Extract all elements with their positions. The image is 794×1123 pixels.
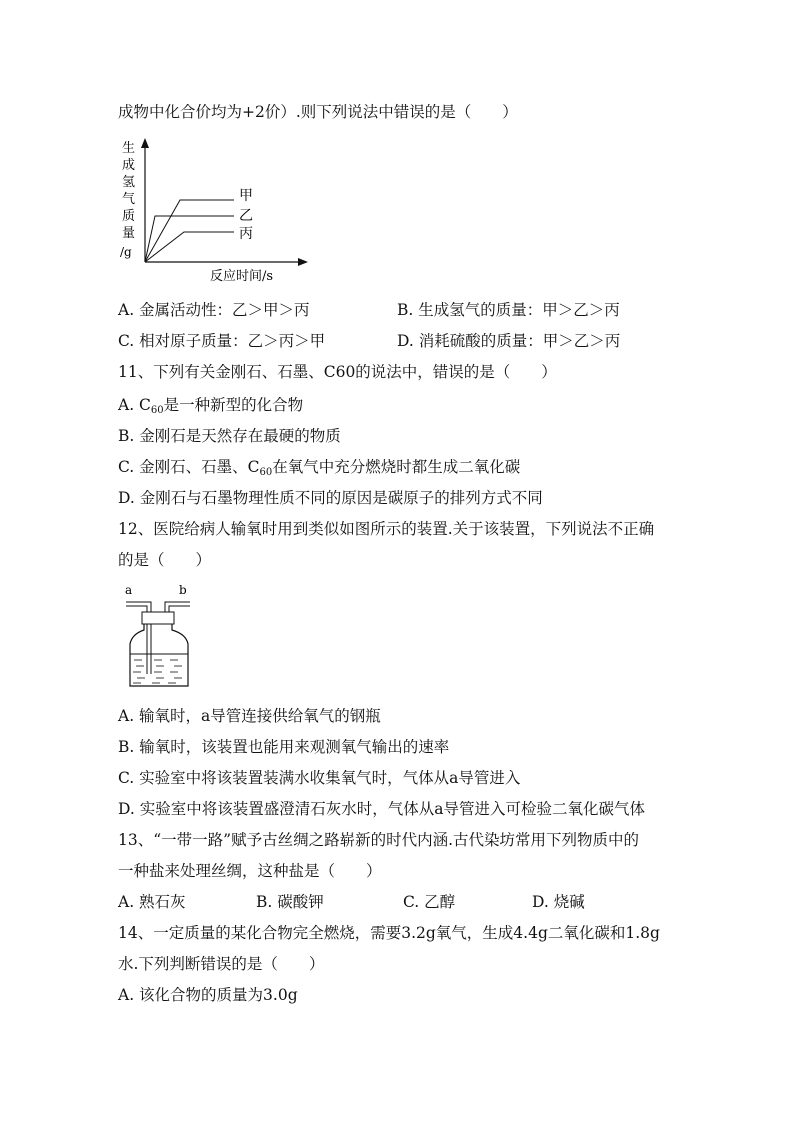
y-label-char: 生	[122, 141, 136, 156]
series-label: 丙	[239, 226, 253, 242]
x-axis-arrow	[298, 258, 308, 266]
q11-c-sub: 60	[259, 467, 273, 478]
q13-stem-line2: 一种盐来处理丝绸，这种盐是（ ）	[118, 862, 382, 880]
y-label-char: 量	[122, 226, 136, 241]
series-label: 乙	[239, 208, 253, 224]
q10-stem-tail: 成物中化合价均为+2价）.则下列说法中错误的是（ ）	[118, 103, 518, 121]
liquid	[133, 660, 182, 683]
q10-option-c: C. 相对原子质量：乙＞丙＞甲	[118, 332, 326, 350]
q11-a-pre: A. C	[118, 396, 151, 414]
q10-hydrogen-graph	[118, 134, 318, 284]
series-line-bing	[145, 232, 234, 262]
q12-option-d: D. 实验室中将该装置盛澄清石灰水时，气体从a导管进入可检验二氧化碳气体	[118, 800, 645, 818]
q11-stem: 11、下列有关金刚石、石墨、C60的说法中，错误的是（ ）	[118, 363, 557, 381]
q10-option-a: A. 金属活动性：乙＞甲＞丙	[118, 301, 310, 319]
q13-option-d: D. 烧碱	[532, 893, 585, 911]
q14-stem-line2: 水.下列判断错误的是（ ）	[118, 955, 325, 973]
q14-option-a: A. 该化合物的质量为3.0g	[118, 986, 298, 1004]
y-label-char: 氢	[122, 175, 136, 190]
q11-c-pre: C. 金刚石、石墨、C	[118, 458, 260, 476]
y-label-char: 成	[122, 158, 136, 173]
q13-option-a: A. 熟石灰	[118, 893, 186, 911]
q11-option-b: B. 金刚石是天然存在最硬的物质	[118, 427, 341, 445]
y-label-char: /g	[120, 245, 132, 259]
series-label: 甲	[239, 188, 253, 204]
y-label-char: 气	[122, 192, 136, 207]
q11-option-a	[118, 395, 303, 421]
q11-c-post: 在氧气中充分燃烧时都生成二氧化碳	[272, 458, 521, 476]
bottle	[130, 624, 188, 686]
q12-stem-line1: 12、医院给病人输氧时用到类似如图所示的装置.关于该装置，下列说法不正确	[118, 520, 655, 538]
q11-option-c	[118, 457, 520, 483]
q12-gas-washing-bottle	[122, 582, 202, 690]
q13-stem-line1: 13、“一带一路”赋予古丝绸之路崭新的时代内涵.古代染坊常用下列物质中的	[118, 831, 640, 849]
series-line-jia	[145, 200, 234, 262]
q12-option-b: B. 输氧时，该装置也能用来观测氧气输出的速率	[118, 738, 450, 756]
y-label-char: 质	[122, 209, 136, 224]
stopper	[142, 612, 174, 624]
q12-stem-line2: 的是（ ）	[118, 551, 212, 569]
q13-option-b: B. 碳酸钾	[256, 893, 324, 911]
q11-option-d: D. 金刚石与石墨物理性质不同的原因是碳原子的排列方式不同	[118, 489, 543, 507]
x-axis-label: 反应时间/s	[210, 269, 274, 284]
q11-a-post: 是一种新型的化合物	[163, 396, 304, 414]
q14-stem-line1: 14、一定质量的某化合物完全燃烧，需要3.2g氧气，生成4.4g二氧化碳和1.8g	[118, 924, 660, 942]
q10-option-d: D. 消耗硫酸的质量：甲＞乙＞丙	[397, 332, 621, 350]
q13-option-c: C. 乙醇	[403, 893, 456, 911]
y-axis-arrow	[141, 138, 149, 148]
q12-option-a: A. 输氧时，a导管连接供给氧气的钢瓶	[118, 707, 381, 725]
label-b: b	[179, 583, 187, 597]
label-a: a	[125, 583, 133, 597]
q12-option-c: C. 实验室中将该装置装满水收集氧气时，气体从a导管进入	[118, 769, 521, 787]
q11-a-sub: 60	[150, 405, 164, 416]
q10-option-b: B. 生成氢气的质量：甲＞乙＞丙	[397, 301, 620, 319]
